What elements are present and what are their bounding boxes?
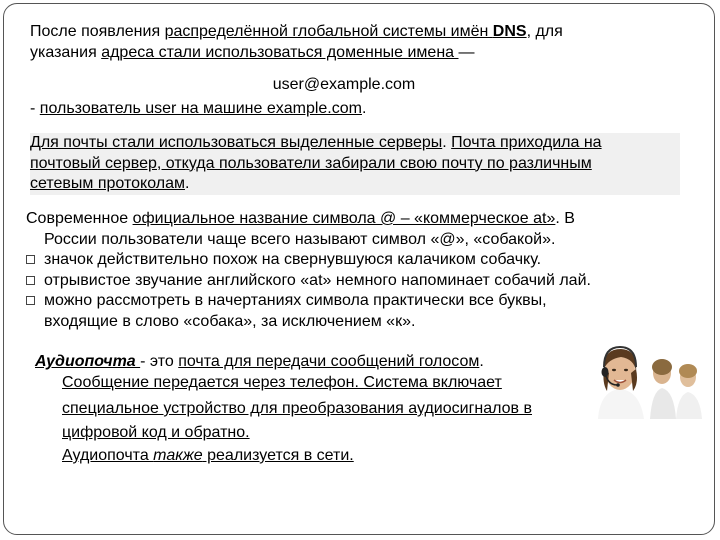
- protocols-link[interactable]: сетевым протоколам: [30, 175, 185, 192]
- email-text: user@example.com: [272, 76, 416, 93]
- domain-names-link[interactable]: адреса стали использоваться доменные имена: [101, 43, 459, 61]
- call-center-operator-image: [590, 343, 705, 419]
- servers-line-1: [30, 133, 680, 154]
- text: .: [361, 99, 367, 117]
- at-symbol-block: [26, 209, 686, 332]
- dns-block: [30, 22, 680, 119]
- audiomail-term[interactable]: Аудиопочта: [35, 353, 141, 370]
- mail-server-link-cont[interactable]: почтовый сервер, откуда пользователи забирали свою почту по различным: [30, 154, 592, 172]
- text: .: [479, 353, 484, 370]
- audiomail-desc-link[interactable]: также: [153, 447, 203, 464]
- audiomail-desc-link[interactable]: специальное устройство для преобразования аудиосигналов в: [62, 400, 532, 417]
- dns-line-1: [30, 22, 680, 43]
- text: указания: [30, 43, 102, 61]
- bullet-item: [26, 250, 686, 271]
- user-host-link[interactable]: пользователь user на машине example.com: [39, 99, 362, 117]
- audiomail-desc-link[interactable]: Сообщение передается через телефон. Система включает: [62, 373, 502, 391]
- dns-line-4: [30, 99, 680, 120]
- servers-line-3: [30, 174, 680, 195]
- mail-server-link[interactable]: Почта приходила на: [451, 134, 602, 151]
- at-last-line: [26, 312, 686, 333]
- audiomail-line-4: [35, 423, 595, 444]
- voice-mail-link[interactable]: почта для передачи сообщений голосом: [178, 353, 480, 370]
- square-bullet-icon: [26, 296, 35, 305]
- audiomail-desc-link[interactable]: Аудиопочта: [62, 447, 154, 464]
- bullet-item: [26, 291, 686, 312]
- text: .: [442, 134, 452, 151]
- dns-term[interactable]: DNS: [492, 23, 527, 40]
- at-line-2: [26, 230, 686, 251]
- servers-line-2: [30, 154, 680, 175]
- audiomail-line-3: [35, 399, 595, 420]
- at-name-link[interactable]: официальное название символа @ – «коммерческое at»: [132, 210, 556, 227]
- audiomail-line-1: [35, 352, 595, 373]
- text: .: [184, 175, 190, 192]
- dns-link[interactable]: распределённой глобальной системы имён: [164, 23, 493, 40]
- text: . В: [555, 210, 575, 227]
- text: входящие в слово «собака», за исключением «к».: [44, 312, 416, 330]
- bullet-text: значок действительно похож на свернувшуюся калачиком собачку.: [44, 251, 542, 268]
- audiomail-line-5: [35, 446, 595, 467]
- bullet-text: отрывистое звучание английского «at» немного напоминает собачий лай.: [44, 271, 591, 289]
- text: После появления: [30, 23, 165, 40]
- text: -: [30, 99, 40, 117]
- audiomail-desc-link[interactable]: реализуется в сети.: [202, 447, 354, 464]
- square-bullet-icon: [26, 255, 35, 264]
- audiomail-block: [35, 352, 595, 467]
- mail-servers-block: [30, 133, 680, 195]
- audiomail-line-2: [35, 373, 595, 394]
- text: Современное: [26, 210, 133, 227]
- text: России пользователи чаще всего называют символ «@», «собакой».: [44, 230, 556, 248]
- text: , для: [526, 23, 563, 40]
- text: - это: [140, 353, 179, 370]
- at-line-1: [26, 209, 686, 230]
- email-example: [30, 75, 680, 96]
- bullet-item: [26, 271, 686, 292]
- dedicated-servers-link[interactable]: Для почты стали использоваться выделенные серверы: [30, 134, 443, 151]
- bullet-text: можно рассмотреть в начертаниях символа практически все буквы,: [44, 292, 547, 309]
- square-bullet-icon: [26, 276, 35, 285]
- text: —: [458, 43, 475, 61]
- audiomail-desc-link[interactable]: цифровой код и обратно.: [62, 423, 250, 441]
- dns-line-2: [30, 43, 680, 64]
